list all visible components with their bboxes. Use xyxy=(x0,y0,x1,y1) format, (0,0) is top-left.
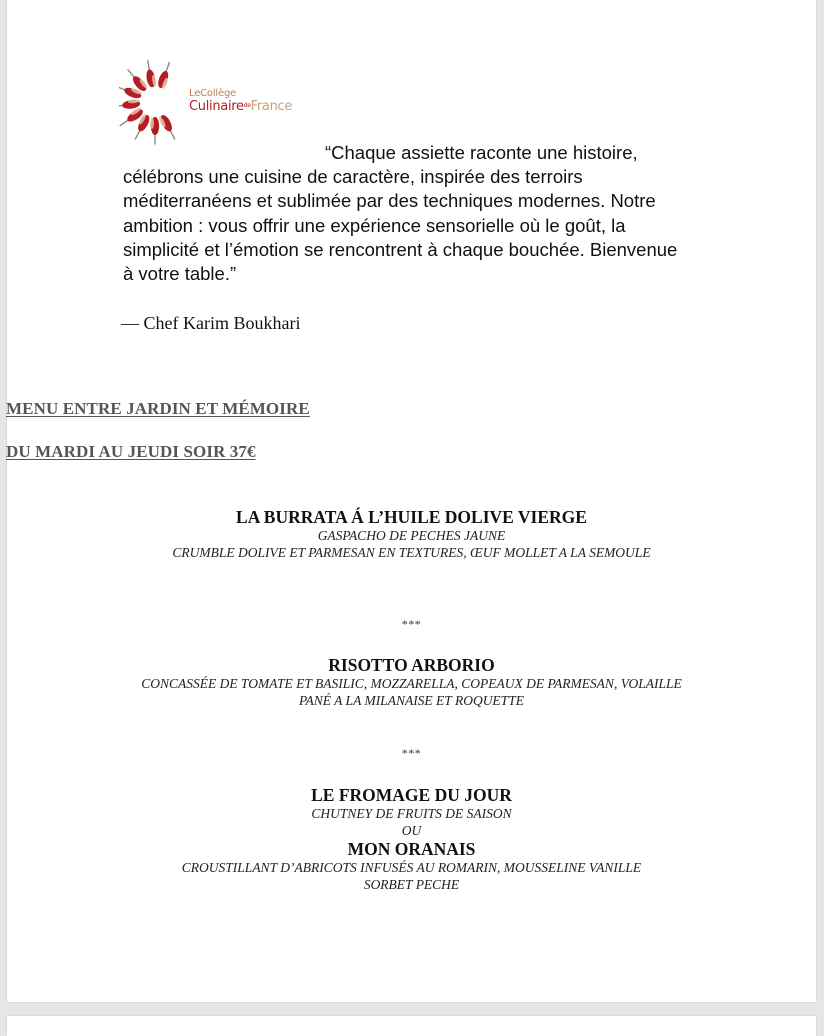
logo-de: de xyxy=(243,102,251,109)
next-page-edge xyxy=(7,1016,816,1036)
college-culinaire-logo xyxy=(119,58,319,148)
logo-france: France xyxy=(250,99,293,114)
dish-description: PANÉ A LA MILANAISE ET ROQUETTE xyxy=(299,693,524,708)
dish-description: SORBET PECHE xyxy=(363,877,460,892)
course-separator: *** xyxy=(401,617,422,631)
course-separator: *** xyxy=(401,746,422,760)
dish-description: CROUSTILLANT D’ABRICOTS INFUSÉS AU ROMARIN, MOUSSELINE VANILLE xyxy=(181,860,642,875)
chef-quote xyxy=(123,141,743,286)
logo-culinaire: Culinaire xyxy=(189,99,244,114)
menu-title: MENU ENTRE JARDIN ET MÉMOIRE xyxy=(6,399,310,418)
course-main xyxy=(7,655,816,709)
quote-line: simplicité et l’émotion se rencontrent à chaque bouchée. Bienvenue xyxy=(123,238,678,260)
logo-line-culinaire xyxy=(189,100,292,113)
quote-line: à votre table.” xyxy=(123,263,237,285)
logo-wordmark xyxy=(189,89,292,113)
logo-line-college: LeCollège xyxy=(189,88,237,99)
dish-title: LA BURRATA Á L’HUILE DOLIVE VIERGE xyxy=(236,507,587,527)
course-starter xyxy=(7,507,816,561)
quote-line: méditerranéens et sublimée par des techniques modernes. Notre xyxy=(123,190,656,212)
dish-title: LE FROMAGE DU JOUR xyxy=(311,785,512,805)
chef-signature: — Chef Karim Boukhari xyxy=(121,313,301,333)
menu-schedule-price: DU MARDI AU JEUDI SOIR 37€ xyxy=(6,442,256,461)
quote-line: célébrons une cuisine de caractère, inspirée des terroirs xyxy=(123,166,583,188)
dish-description: CRUMBLE DOLIVE ET PARMESAN EN TEXTURES, ŒUF MOLLET A LA SEMOULE xyxy=(172,545,651,560)
or-label: OU xyxy=(401,823,422,838)
course-dessert xyxy=(7,785,816,893)
quote-line: ambition : vous offrir une expérience sensorielle où le goût, la xyxy=(123,214,626,236)
dish-alt-title: MON ORANAIS xyxy=(347,839,476,859)
dish-description: CONCASSÉE DE TOMATE ET BASILIC, MOZZARELLA, COPEAUX DE PARMESAN, VOLAILLE xyxy=(141,676,682,691)
dish-description: CHUTNEY DE FRUITS DE SAISON xyxy=(311,806,512,821)
dish-title: RISOTTO ARBORIO xyxy=(328,655,495,675)
dish-description: GASPACHO DE PECHES JAUNE xyxy=(317,528,506,543)
quote-line: “Chaque assiette raconte une histoire, xyxy=(325,142,638,163)
spoon-ring-icon xyxy=(119,58,189,148)
